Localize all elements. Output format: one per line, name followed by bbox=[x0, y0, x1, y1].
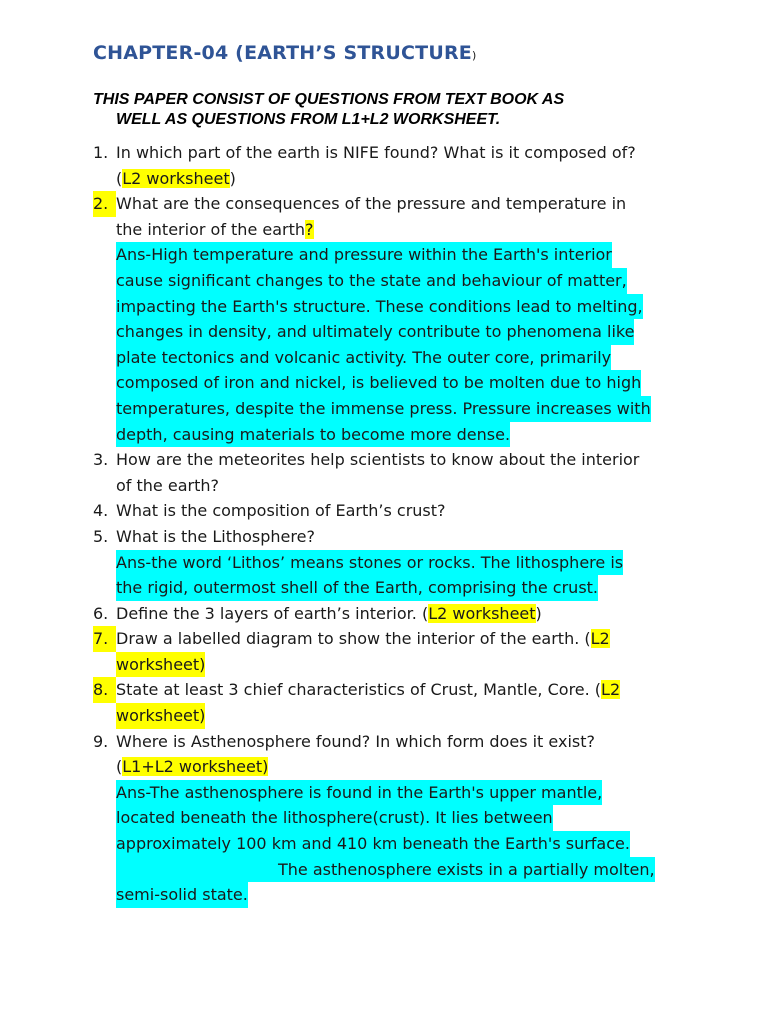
answer-line bbox=[93, 319, 683, 345]
question-5 bbox=[93, 524, 683, 550]
question-1 bbox=[93, 140, 683, 166]
answer-text: approximately 100 km and 410 km beneath the Earth's surface. bbox=[116, 831, 630, 857]
answer-text: the rigid, outermost shell of the Earth, comprising the crust. bbox=[116, 575, 598, 601]
worksheet-tag: L2 worksheet bbox=[428, 603, 536, 623]
question-4 bbox=[93, 498, 683, 524]
answer-text: plate tectonics and volcanic activity. The outer core, primarily bbox=[116, 345, 611, 371]
answer-text: composed of iron and nickel, is believed to be molten due to high bbox=[116, 370, 641, 396]
answer-line bbox=[93, 422, 683, 448]
answer-line bbox=[93, 294, 683, 320]
question-text: State at least 3 chief characteristics of Crust, Mantle, Core. ( bbox=[116, 680, 602, 700]
question-number: 1. bbox=[93, 143, 109, 162]
question-3-line-2 bbox=[93, 473, 683, 499]
title-main: CHAPTER-04 (EARTH’S STRUCTURE bbox=[93, 42, 472, 64]
answer-text: depth, causing materials to become more dense. bbox=[116, 422, 510, 448]
question-8 bbox=[93, 677, 683, 703]
worksheet-tag: L1+L2 worksheet) bbox=[122, 757, 269, 777]
worksheet-tag: L2 bbox=[590, 629, 610, 649]
close-paren: ) bbox=[229, 168, 236, 188]
question-number: 7. bbox=[93, 626, 116, 652]
question-number: 2. bbox=[93, 191, 116, 217]
question-2 bbox=[93, 191, 683, 217]
answer-line bbox=[93, 345, 683, 371]
question-6 bbox=[93, 601, 683, 627]
question-7 bbox=[93, 626, 683, 652]
answer-text: Ans-the word ‘Lithos’ means stones or rocks. The lithosphere is bbox=[116, 550, 623, 576]
question-text: the interior of the earth bbox=[116, 219, 306, 239]
question-number: 8. bbox=[93, 677, 116, 703]
answer-text: impacting the Earth's structure. These conditions lead to melting, bbox=[116, 294, 643, 320]
answer-line bbox=[93, 857, 683, 883]
question-text: What are the consequences of the pressure and temperature in bbox=[116, 194, 627, 214]
answer-text: semi-solid state. bbox=[116, 882, 248, 908]
question-mark: ? bbox=[305, 219, 314, 239]
paper-note-line-2: WELL AS QUESTIONS FROM L1+L2 WORKSHEET. bbox=[116, 111, 501, 128]
question-number: 4. bbox=[93, 501, 109, 521]
question-number: 9. bbox=[93, 731, 109, 751]
title-close-paren: ) bbox=[471, 49, 477, 62]
question-text: What is the Lithosphere? bbox=[116, 526, 315, 546]
worksheet-tag: worksheet) bbox=[116, 703, 205, 729]
answer-text: The asthenosphere exists in a partially molten, bbox=[278, 859, 655, 879]
question-text: How are the meteorites help scientists to know about the interior bbox=[116, 450, 640, 470]
paper-note-line-1: THIS PAPER CONSIST OF QUESTIONS FROM TEXT BOOK AS bbox=[93, 91, 565, 108]
question-text: Draw a labelled diagram to show the interior of the earth. ( bbox=[116, 629, 591, 649]
question-number: 3. bbox=[93, 450, 109, 470]
question-8-line-2 bbox=[93, 703, 683, 729]
answer-text: cause significant changes to the state and behaviour of matter, bbox=[116, 268, 627, 294]
question-text: In which part of the earth is NIFE found? What is it composed of? bbox=[116, 143, 636, 162]
worksheet-tag: L2 bbox=[601, 680, 621, 700]
answer-line bbox=[93, 805, 683, 831]
answer-text: located beneath the lithosphere(crust). It lies between bbox=[116, 805, 553, 831]
question-2-line-2 bbox=[93, 217, 683, 243]
question-text: Define the 3 layers of earth’s interior. ( bbox=[116, 603, 429, 623]
answer-line bbox=[93, 575, 683, 601]
answer-line bbox=[93, 550, 683, 576]
question-text: Where is Asthenosphere found? In which form does it exist? bbox=[116, 731, 595, 751]
open-paren: ( bbox=[116, 757, 123, 777]
worksheet-tag: L2 worksheet bbox=[122, 168, 230, 188]
answer-line bbox=[93, 242, 683, 268]
question-1-line-2 bbox=[93, 166, 683, 192]
answer-line bbox=[93, 882, 683, 908]
answer-text: Ans-The asthenosphere is found in the Earth's upper mantle, bbox=[116, 780, 602, 806]
close-paren: ) bbox=[535, 603, 542, 623]
page-title bbox=[93, 42, 476, 64]
question-text: of the earth? bbox=[116, 475, 219, 495]
answer-text: Ans-High temperature and pressure within the Earth's interior bbox=[116, 242, 612, 268]
question-list bbox=[93, 140, 683, 908]
answer-text: temperatures, despite the immense press. Pressure increases with bbox=[116, 396, 651, 422]
answer-line bbox=[93, 370, 683, 396]
open-paren: ( bbox=[116, 168, 123, 188]
question-9-line-2 bbox=[93, 754, 683, 780]
answer-line bbox=[93, 396, 683, 422]
worksheet-tag: worksheet) bbox=[116, 652, 205, 678]
question-number: 6. bbox=[93, 603, 109, 623]
answer-line bbox=[93, 780, 683, 806]
answer-line bbox=[93, 831, 683, 857]
answer-line bbox=[93, 268, 683, 294]
question-text: What is the composition of Earth’s crust? bbox=[116, 501, 446, 521]
question-number: 5. bbox=[93, 526, 109, 546]
question-3 bbox=[93, 447, 683, 473]
question-7-line-2 bbox=[93, 652, 683, 678]
answer-text: changes in density, and ultimately contribute to phenomena like bbox=[116, 319, 634, 345]
question-9 bbox=[93, 729, 683, 755]
paper-note bbox=[93, 90, 653, 130]
